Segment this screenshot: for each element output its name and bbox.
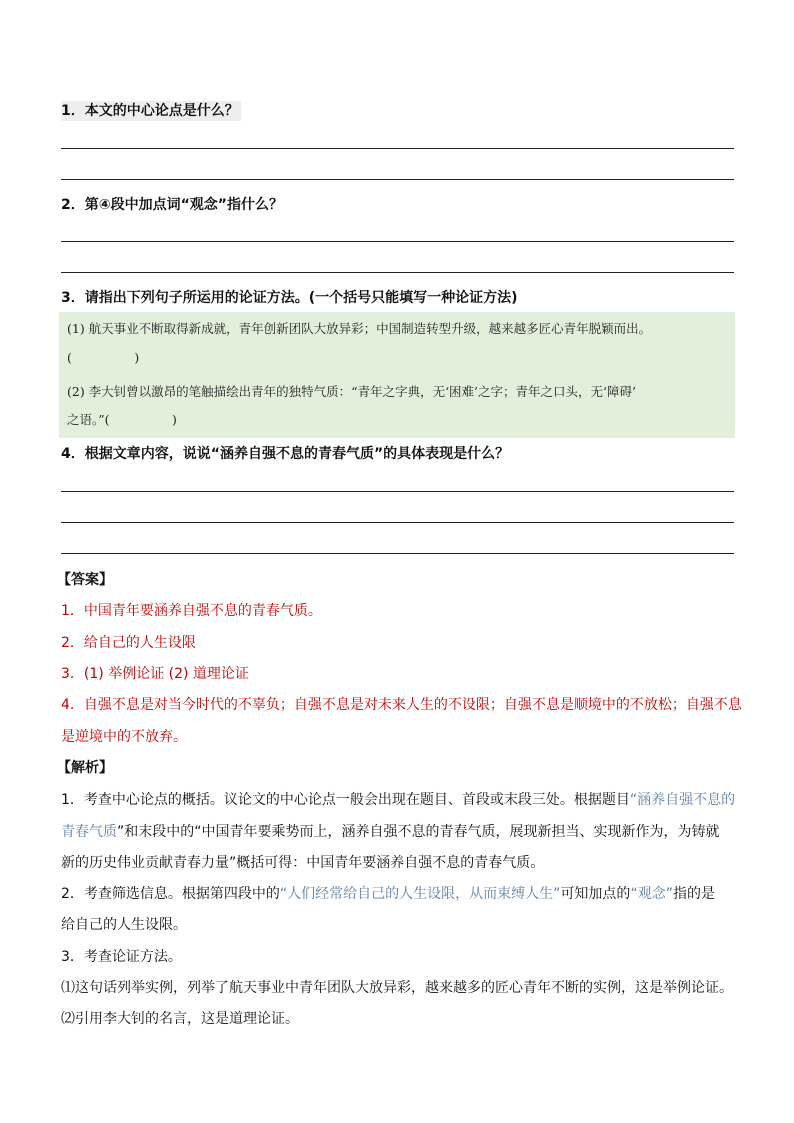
analysis-3-2: ⑵引用李大钊的名言，这是道理论证。 <box>61 1011 299 1027</box>
answer-4-line1: 4．自强不息是对当今时代的不辜负；自强不息是对未来人生的不设限；自强不息是顺境中的不放松；自强不息 <box>61 697 742 713</box>
analysis-3: 3．考查论证方法。 <box>61 949 182 965</box>
question-3: 3．请指出下列句子所运用的论证方法。(一个括号只能填写一种论证方法) <box>61 290 518 306</box>
sentence-1-text: (1) 航天事业不断取得新成就，青年创新团队大放异彩；中国制造转型升级，越来越多匠心青年脱颖而出。 <box>67 321 652 336</box>
analysis-text: 可知加点的 <box>560 886 631 902</box>
answer-heading: 【答案】 <box>57 572 113 588</box>
sentence-1-blank[interactable]: ( ) <box>67 350 140 365</box>
answer-line[interactable] <box>61 241 734 242</box>
sentence-2-text: (2) 李大钊曾以激昂的笔触描绘出青年的独特气质：“青年之字典，无‘困难’之字；青年之口头，无‘障碍’ <box>67 384 636 399</box>
answer-3: 3．(1) 举例论证 (2) 道理论证 <box>61 666 249 682</box>
quoted-text: “人们经常给自己的人生设限，从而束缚人生” <box>279 886 561 902</box>
answer-line[interactable] <box>61 491 734 492</box>
answer-2: 2．给自己的人生设限 <box>61 635 196 651</box>
answer-line[interactable] <box>61 522 734 523</box>
quoted-word: “观念” <box>630 886 673 902</box>
analysis-text: 1．考查中心论点的概括。议论文的中心论点一般会出现在题目、首段或末段三处。根据题目 <box>61 792 630 808</box>
quoted-title: 青春气质 <box>61 824 117 840</box>
analysis-1-line2 <box>61 821 720 841</box>
analysis-1-line3: 新的历史伟业贡献青春力量”概括可得：中国青年要涵养自强不息的青春气质。 <box>61 855 545 871</box>
question-1: 1．本文的中心论点是什么？ <box>61 103 239 119</box>
answer-line[interactable] <box>61 148 734 149</box>
analysis-text: 2．考查筛选信息。根据第四段中的 <box>61 886 280 902</box>
analysis-text: 指的是 <box>672 886 715 902</box>
quoted-title: “涵养自强不息的 <box>629 792 736 808</box>
answer-line[interactable] <box>61 553 734 554</box>
analysis-3-1: ⑴这句话列举实例，列举了航天事业中青年团队大放异彩，越来越多的匠心青年不断的实例，这是举例论证。 <box>61 980 733 996</box>
answer-line[interactable] <box>61 179 734 180</box>
sentence-box <box>59 312 735 438</box>
sentence-2-blank[interactable]: 之语。”( ) <box>67 412 177 427</box>
analysis-2-line2: 给自己的人生设限。 <box>61 917 187 933</box>
analysis-2-line1 <box>61 883 715 903</box>
analysis-heading: 【解析】 <box>57 760 113 776</box>
analysis-1-line1 <box>61 789 735 809</box>
answer-1: 1．中国青年要涵养自强不息的青春气质。 <box>61 603 322 619</box>
answer-line[interactable] <box>61 272 734 273</box>
question-2: 2．第④段中加点词“观念”指什么？ <box>61 197 283 213</box>
answer-4-line2: 是逆境中的不放弃。 <box>61 729 187 745</box>
question-4: 4．根据文章内容，说说“涵养自强不息的青春气质”的具体表现是什么？ <box>61 446 510 462</box>
analysis-text: ”和末段中的“中国青年要乘势而上，涵养自强不息的青春气质，展现新担当、实现新作为，为铸就 <box>117 824 720 840</box>
